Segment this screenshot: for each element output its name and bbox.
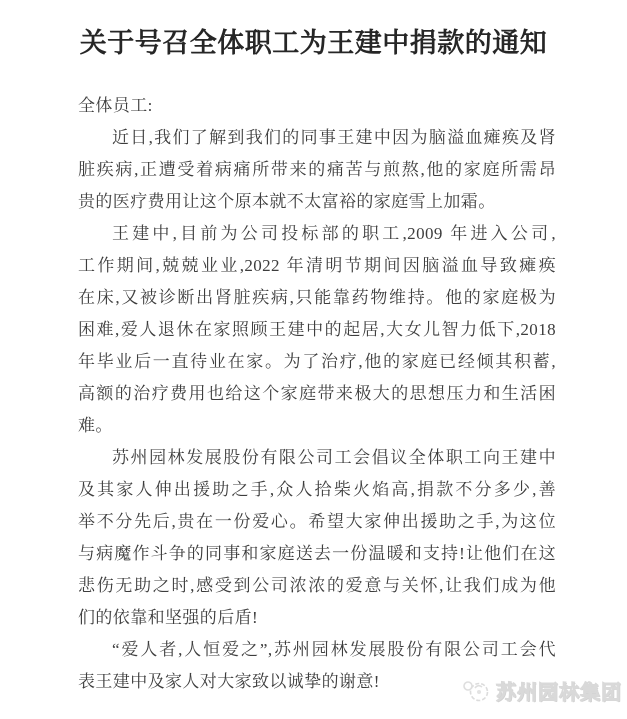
watermark <box>462 676 622 705</box>
body-line: 在床,又被诊断出肾脏疾病,只能靠药物维持。他的家庭极为 <box>78 288 556 307</box>
salutation: 全体员工: <box>78 96 153 115</box>
body-line: 表王建中及家人对大家致以诚挚的谢意! <box>78 672 380 691</box>
body-line: 脏疾病,正遭受着病痛所带来的痛苦与煎熬,他的家庭所需昂 <box>78 160 556 179</box>
garden-emblem-icon <box>462 679 490 703</box>
document-title: 关于号召全体职工为王建中捐款的通知 <box>79 28 548 58</box>
body-line: “爱人者,人恒爱之”,苏州园林发展股份有限公司工会代 <box>112 640 556 659</box>
body-line: 工作期间,兢兢业业,2022 年清明节期间因脑溢血导致瘫痪 <box>78 256 556 275</box>
body-line: 及其家人伸出援助之手,众人拾柴火焰高,捐款不分多少,善 <box>78 480 556 499</box>
document-body <box>78 90 556 698</box>
body-line: 悲伤无助之时,感受到公司浓浓的爱意与关怀,让我们成为他 <box>78 576 556 595</box>
body-line: 苏州园林发展股份有限公司工会倡议全体职工向王建中 <box>112 448 556 467</box>
body-line: 高额的治疗费用也给这个家庭带来极大的思想压力和生活困 <box>78 384 556 403</box>
body-line: 王建中,目前为公司投标部的职工,2009 年进入公司, <box>112 224 556 243</box>
body-line: 难。 <box>78 416 113 435</box>
body-line: 贵的医疗费用让这个原本就不太富裕的家庭雪上加霜。 <box>78 192 496 211</box>
body-line: 举不分先后,贵在一份爱心。希望大家伸出援助之手,为这位 <box>78 512 556 531</box>
body-line: 年毕业后一直待业在家。为了治疗,他的家庭已经倾其积蓄, <box>78 352 556 371</box>
paragraph-2 <box>78 218 556 442</box>
paragraph-3 <box>78 442 556 634</box>
body-line: 困难,爱人退休在家照顾王建中的起居,大女儿智力低下,2018 <box>78 320 556 339</box>
body-line: 们的依靠和坚强的后盾! <box>78 608 259 627</box>
watermark-label: 苏州园林集团 <box>496 682 622 704</box>
body-line: 与病魔作斗争的同事和家庭送去一份温暖和支持!让他们在这 <box>78 544 556 563</box>
body-line: 近日,我们了解到我们的同事王建中因为脑溢血瘫痪及肾 <box>112 128 556 147</box>
paragraph-1 <box>78 122 556 218</box>
